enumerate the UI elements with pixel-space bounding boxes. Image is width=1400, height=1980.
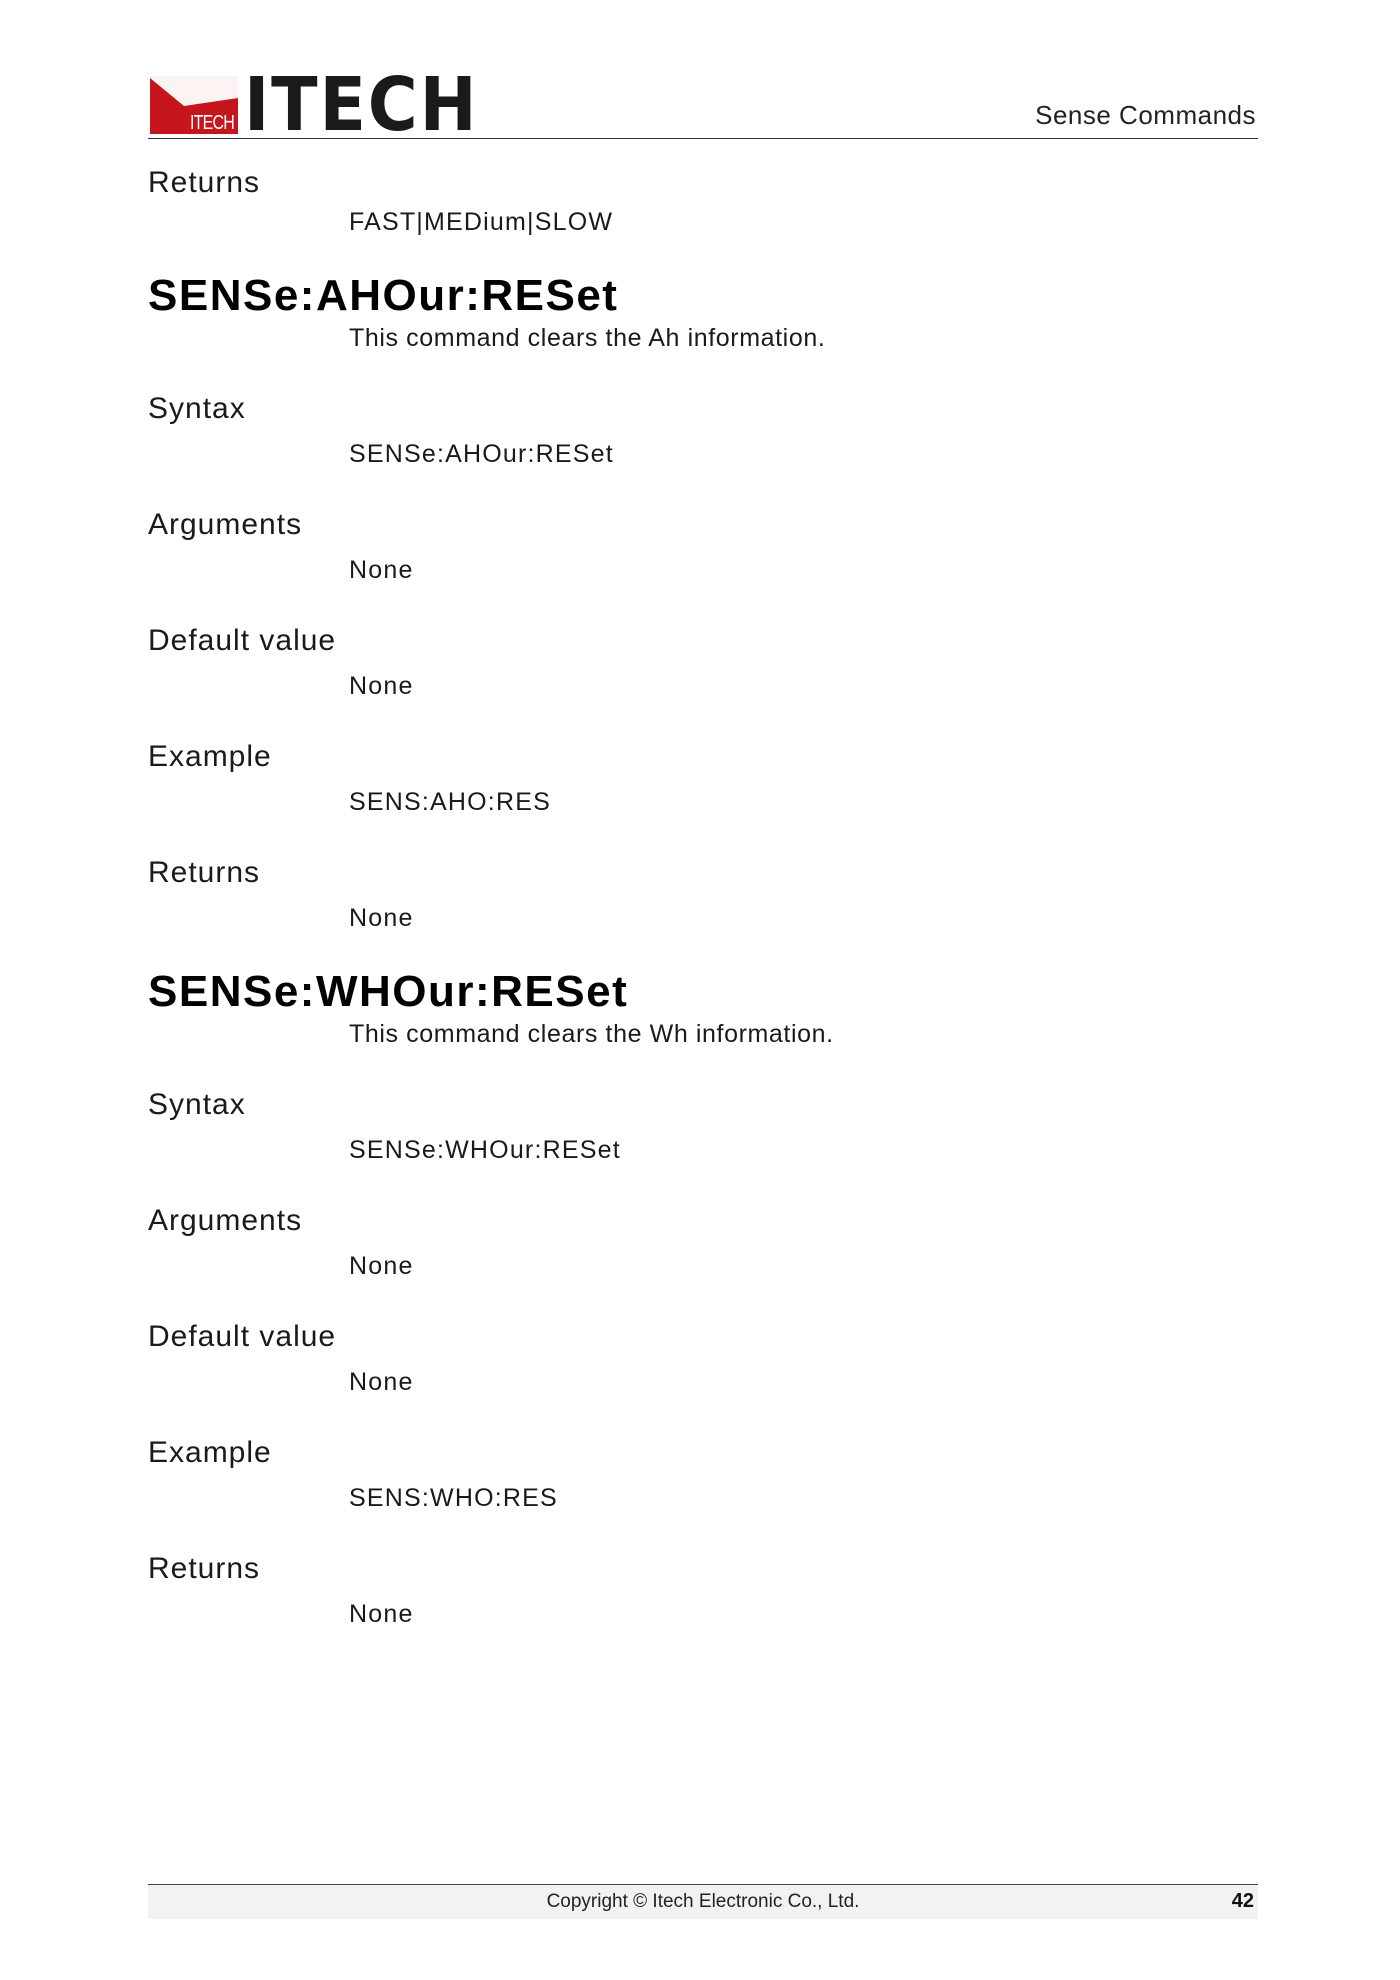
command-section [148, 967, 1258, 1629]
logo-badge [150, 76, 238, 134]
document-body [148, 165, 1258, 1629]
section-title: Sense Commands [1035, 100, 1256, 130]
returns-value: None [349, 1600, 414, 1628]
page-footer [148, 1884, 1258, 1919]
returns-label: Returns [148, 1552, 261, 1585]
returns-value: FAST|MEDium|SLOW [349, 208, 614, 236]
returns-label: Returns [148, 856, 261, 889]
example-label: Example [148, 740, 272, 773]
command-description: This command clears the Wh information. [349, 1020, 834, 1048]
page-number: 42 [1231, 1890, 1254, 1912]
default-value: None [349, 1368, 414, 1396]
command-description: This command clears the Ah information. [349, 324, 826, 352]
returns-block-top [148, 165, 1258, 237]
command-title: SENSe:AHOur:RESet [148, 271, 619, 320]
returns-label: Returns [148, 166, 261, 199]
itech-logo [150, 62, 499, 148]
logo-badge-text: ITECH [190, 112, 234, 134]
default-value-label: Default value [148, 624, 337, 657]
default-value: None [349, 672, 414, 700]
command-section [148, 271, 1258, 933]
syntax-label: Syntax [148, 1088, 246, 1121]
arguments-value: None [349, 1252, 414, 1280]
copyright-text: Copyright © Itech Electronic Co., Ltd. [546, 1891, 860, 1912]
command-title: SENSe:WHOur:RESet [148, 967, 629, 1016]
syntax-label: Syntax [148, 392, 246, 425]
default-value-label: Default value [148, 1320, 337, 1353]
syntax-value: SENSe:WHOur:RESet [349, 1136, 621, 1164]
logo-wordmark: ITECH [244, 62, 479, 148]
returns-value: None [349, 904, 414, 932]
page-header [148, 62, 1258, 148]
arguments-label: Arguments [148, 1204, 303, 1237]
arguments-label: Arguments [148, 508, 303, 541]
example-label: Example [148, 1436, 272, 1469]
syntax-value: SENSe:AHOur:RESet [349, 440, 614, 468]
example-value: SENS:WHO:RES [349, 1484, 558, 1512]
arguments-value: None [349, 556, 414, 584]
example-value: SENS:AHO:RES [349, 788, 551, 816]
